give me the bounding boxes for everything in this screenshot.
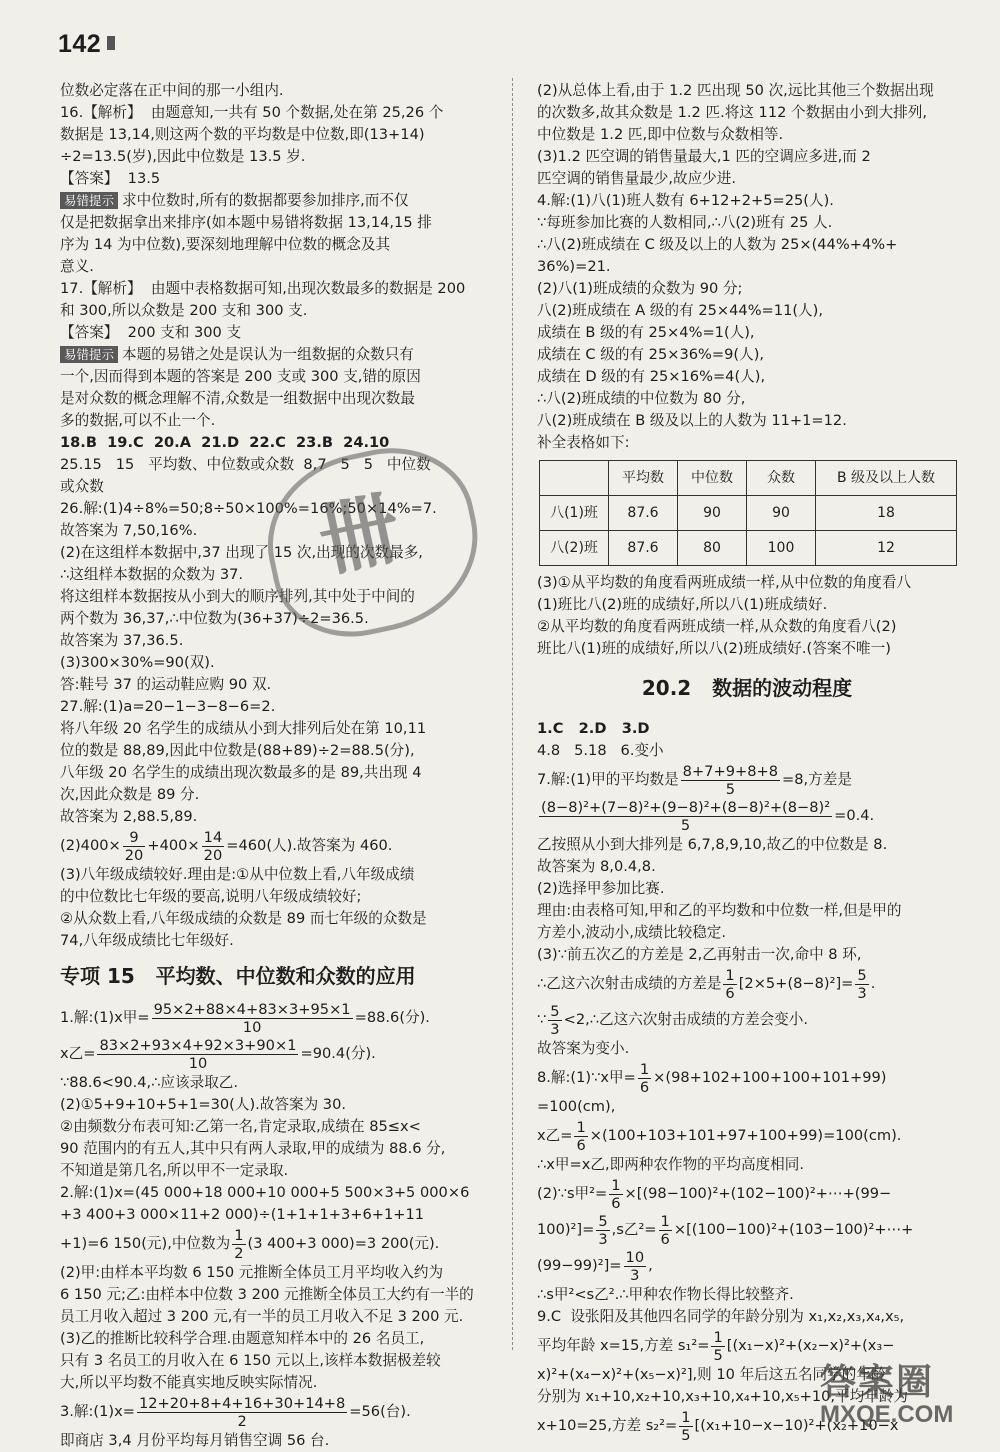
table-cell: 18 bbox=[816, 496, 957, 531]
text-line: 班比八(1)班的成绩好,所以八(2)班成绩好.(答案不唯一) bbox=[537, 640, 891, 657]
table-cell: 100 bbox=[747, 531, 816, 566]
formula-line: x乙= $\frac{1}{6}$ ×(100+103+101+97+100+99)=100(cm). bbox=[537, 1118, 902, 1154]
table-header-cell: 众数 bbox=[747, 461, 816, 496]
text-line: (3)①从平均数的角度看两班成绩一样,从中位数的角度看八 bbox=[537, 574, 912, 591]
fraction: $\frac{1}{6}$ bbox=[611, 1176, 621, 1212]
text-line: (3)300×30%=90(双). bbox=[60, 654, 215, 671]
text-line: ∴八(2)班成绩的中位数为 80 分, bbox=[537, 390, 746, 407]
formula-line: 7.解:(1)甲的平均数是 $\frac{8+7+9+8+8}{5}$ =8,方差是 bbox=[537, 762, 852, 798]
text-line: 仅是把数据拿出来排序(如本题中易错将数据 13,14,15 排 bbox=[60, 214, 432, 231]
text-line: ∴s甲²<s乙².∴甲种农作物长得比较整齐. bbox=[537, 1286, 794, 1303]
text-line: (2)选择甲参加比赛. bbox=[537, 880, 665, 897]
text-line: 不知道是第几名,所以甲不一定录取. bbox=[60, 1162, 289, 1179]
text-line: 意义. bbox=[60, 258, 94, 275]
fraction: $\frac{12+20+8+4+16+30+14+8}{2}$ bbox=[138, 1394, 346, 1430]
table-header-cell: B 级及以上人数 bbox=[816, 461, 957, 496]
table-cell: 80 bbox=[678, 531, 747, 566]
text-line: (2)甲:由样本平均数 6 150 元推断全体员工月平均收入约为 bbox=[60, 1264, 444, 1281]
fraction: $\frac{8+7+9+8+8}{5}$ bbox=[682, 762, 779, 798]
formula-line: x乙= $\frac{83\times 2+93\times 4+92\times 3+90\times 1}{10}$ =90.4(分). bbox=[60, 1036, 376, 1072]
error-tip-tag: 易错提示 bbox=[60, 192, 118, 209]
page-number-mark bbox=[107, 36, 115, 50]
text-line: (3)∵前五次乙的方差是 2,乙再射击一次,命中 8 环, bbox=[537, 946, 862, 963]
table-cell: 90 bbox=[747, 496, 816, 531]
column-divider bbox=[512, 78, 513, 1350]
formula-line: 3.解:(1)x= $\frac{12+20+8+4+16+30+14+8}{2}$ =56(台). bbox=[60, 1394, 411, 1430]
right-column bbox=[537, 80, 957, 1444]
text-line: 易错提示 本题的易错之处是误认为一组数据的众数只有 bbox=[60, 344, 492, 366]
table-cell: 八(2)班 bbox=[540, 531, 609, 566]
text-line: 位数必定落在正中间的那一小组内. bbox=[60, 82, 284, 99]
text-line: ∴八(2)班成绩在 C 级及以上的人数为 25×(44%+4%+ bbox=[537, 236, 898, 253]
page-number: 142 bbox=[58, 30, 102, 58]
text-line: ②由频数分布表可知:乙第一名,肯定录取,成绩在 85≤x< bbox=[60, 1118, 421, 1135]
text-line: 故答案为 8,0.4,8. bbox=[537, 858, 656, 875]
text-line: 成绩在 C 级的有 25×36%=9(人), bbox=[537, 346, 765, 363]
text-line: 和 300,所以众数是 200 支和 300 支. bbox=[60, 302, 308, 319]
text-line: 次,因此众数是 89 分. bbox=[60, 786, 200, 803]
text-line: 成绩在 B 级的有 25×4%=1(人), bbox=[537, 324, 755, 341]
text-line: 易错提示 求中位数时,所有的数据都要参加排序,而不仅 bbox=[60, 190, 492, 212]
text-line: 成绩在 D 级的有 25×16%=4(人), bbox=[537, 368, 766, 385]
text-line: x)²+(x₄−x)²+(x₅−x)²],则 10 年后这五名同学的年龄 bbox=[537, 1366, 886, 1383]
text-line: ∵88.6<90.4,∴应该录取乙. bbox=[60, 1074, 239, 1091]
error-tip-tag: 易错提示 bbox=[60, 346, 118, 363]
text-line: 乙按照从小到大排列是 6,7,8,9,10,故乙的中位数是 8. bbox=[537, 836, 888, 853]
left-column bbox=[60, 80, 492, 1452]
answer-line: 1.C 2.D 3.D bbox=[537, 720, 650, 737]
fraction: $\frac{5}{3}$ bbox=[857, 966, 867, 1002]
text-line: 故答案为 37,36.5. bbox=[60, 632, 184, 649]
watermark-logo-text: 答案圈 bbox=[820, 1362, 935, 1403]
text-line: 方差小,波动小,成绩比较稳定. bbox=[537, 924, 727, 941]
text-line: =100(cm), bbox=[537, 1098, 616, 1115]
text-line: 只有 3 名员工的月收入在 6 150 元以上,该样本数据极差较 bbox=[60, 1352, 441, 1369]
fraction: $\frac{1}{5}$ bbox=[681, 1408, 691, 1444]
text-line: 两个数为 36,37,∴中位数为(36+37)÷2=36.5. bbox=[60, 610, 369, 627]
text-line: 一个,因而得到本题的答案是 200 支或 300 支,错的原因 bbox=[60, 368, 421, 385]
text-line: 4.解:(1)八(1)班人数有 6+12+2+5=25(人). bbox=[537, 192, 834, 209]
fraction: $\frac{1}{6}$ bbox=[660, 1212, 670, 1248]
table-cell: 90 bbox=[678, 496, 747, 531]
formula-line: ∴乙这六次射击成绩的方差是 $\frac{1}{6}$ [2×5+(8−8)²]= $\frac{5}{3}$ . bbox=[537, 966, 876, 1002]
formula-line: 8.解:(1)∵x甲= $\frac{1}{6}$ ×(98+102+100+100+101+99) bbox=[537, 1060, 887, 1096]
table-cell: 87.6 bbox=[609, 496, 678, 531]
watermark-domain: MXQE.COM bbox=[820, 1401, 954, 1428]
text-line: 即商店 3,4 月份平均每月销售空调 56 台. bbox=[60, 1432, 330, 1449]
table-row bbox=[540, 496, 957, 531]
text-line: 分别为 x₁+10,x₂+10,x₃+10,x₄+10,x₅+10,平均年龄为 bbox=[537, 1388, 909, 1405]
fraction: $\frac{14}{20}$ bbox=[203, 828, 223, 864]
text-line: 6 150 元;乙:由样本中位数 3 200 元推断全体员工大约有一半的 bbox=[60, 1286, 474, 1303]
text-line: 八年级 20 名学生的成绩出现次数最多的是 89,共出现 4 bbox=[60, 764, 422, 781]
text-line: ②从平均数的角度看两班成绩一样,从众数的角度看八(2) bbox=[537, 618, 897, 635]
ink-stamp-mark: 卌 bbox=[310, 480, 409, 589]
site-watermark bbox=[820, 1363, 980, 1427]
fraction: $\frac{1}{6}$ bbox=[725, 966, 735, 1002]
text-line: 八(2)班成绩在 B 级及以上的人数为 11+1=12. bbox=[537, 412, 847, 429]
text-line: 补全表格如下: bbox=[537, 434, 630, 451]
table-header-cell: 平均数 bbox=[609, 461, 678, 496]
text-line: (2)八(1)班成绩的众数为 90 分; bbox=[537, 280, 743, 297]
section-heading: 专项 15 平均数、中位数和众数的应用 bbox=[60, 964, 416, 988]
text-line: (2)在这组样本数据中,37 出现了 15 次,出现的次数最多, bbox=[60, 544, 423, 561]
fraction: $\frac{83\times 2+93\times 4+92\times 3+90\times 1}{10}$ bbox=[99, 1036, 297, 1072]
text-line: 将八年级 20 名学生的成绩从小到大排列后处在第 10,11 bbox=[60, 720, 427, 737]
text-line: ∴x甲=x乙,即两种农作物的平均高度相同. bbox=[537, 1156, 804, 1173]
text-line: 36%)=21. bbox=[537, 258, 611, 275]
text-line: (2)从总体上看,由于 1.2 匹出现 50 次,远比其他三个数据出现 bbox=[537, 82, 934, 99]
text-line: 26.解:(1)4÷8%=50;8÷50×100%=16%;50×14%=7. bbox=[60, 500, 437, 517]
text-line: 故答案为 2,88.5,89. bbox=[60, 808, 198, 825]
text-line: ÷2=13.5(岁),因此中位数是 13.5 岁. bbox=[60, 148, 306, 165]
text-line: ②从众数上看,八年级成绩的众数是 89 而七年级的众数是 bbox=[60, 910, 427, 927]
text-line: 90 范围内的有五人,其中只有两人录取,甲的成绩为 88.6 分, bbox=[60, 1140, 446, 1157]
text-line: ∵每班参加比赛的人数相同,∴八(2)班有 25 人. bbox=[537, 214, 833, 231]
formula-line: 1.解:(1)x甲= $\frac{95\times 2+88\times 4+83\times 3+95\times 1}{10}$ =88.6(分). bbox=[60, 1000, 430, 1036]
text-line: 答:鞋号 37 的运动鞋应购 90 双. bbox=[60, 676, 272, 693]
text-line: 的次数多,故其众数是 1.2 匹.将这 112 个数据由小到大排列, bbox=[537, 104, 928, 121]
text-line: 数据是 13,14,则这两个数的平均数是中位数,即(13+14) bbox=[60, 126, 425, 143]
text-line: (3)乙的推断比较科学合理.由题意知样本中的 26 名员工, bbox=[60, 1330, 425, 1347]
text-line: 4.8 5.18 6.变小 bbox=[537, 742, 664, 759]
text-line: +3 400+3 000×11+2 000)÷(1+1+1+3+6+1+11 bbox=[60, 1206, 425, 1223]
text-line: 是对众数的概念理解不清,众数是一组数据中出现次数最 bbox=[60, 390, 415, 407]
text-line: (1)班比八(2)班的成绩好,所以八(1)班成绩好. bbox=[537, 596, 828, 613]
formula-line: x+10=25,方差 s₂²= $\frac{1}{5}$ [(x₁+10−x−10)²+(x₂+10−x bbox=[537, 1408, 899, 1444]
section-heading: 20.2 数据的波动程度 bbox=[641, 676, 853, 700]
fraction: $\frac{5}{3}$ bbox=[550, 1002, 560, 1038]
answer-line: 18.B 19.C 20.A 21.D 22.C 23.B 24.10 bbox=[60, 434, 390, 451]
formula-line: +1)=6 150(元),中位数为 $\frac{1}{2}$ (3 400+3 000)=3 200(元). bbox=[60, 1226, 440, 1262]
text-line: 【答案】 200 支和 300 支 bbox=[60, 324, 242, 341]
formula-line: $\frac{\text{(8−8)²+(7−8)²+(9−8)²+(8−8)²+(8−8)²}}{5}$ =0.4. bbox=[541, 798, 875, 834]
text-line: 理由:由表格可知,甲和乙的平均数和中位数一样,但是甲的 bbox=[537, 902, 902, 919]
text-line: 9.C 设张阳及其他四名同学的年龄分别为 x₁,x₂,x₃,x₄,x₅, bbox=[537, 1308, 905, 1325]
text-line: 的中位数比七年级的要高,说明八年级成绩较好; bbox=[60, 888, 362, 905]
text-line: 八(2)班成绩在 A 级的有 25×44%=11(人), bbox=[537, 302, 823, 319]
text-line: 中位数是 1.2 匹,即中位数与众数相等. bbox=[537, 126, 784, 143]
table-cell: 八(1)班 bbox=[540, 496, 609, 531]
text-line: 27.解:(1)a=20−1−3−8−6=2. bbox=[60, 698, 276, 715]
text-line: 25.15 15 平均数、中位数或众数 8,7 5 5 中位数 bbox=[60, 456, 431, 473]
text-line: 序为 14 为中位数),要深刻地理解中位数的概念及其 bbox=[60, 236, 391, 253]
formula-line: ∵ $\frac{5}{3}$ <2,∴乙这六次射击成绩的方差会变小. bbox=[537, 1002, 808, 1038]
fraction: $\frac{1}{6}$ bbox=[576, 1118, 586, 1154]
fraction: $\frac{10}{3}$ bbox=[625, 1248, 645, 1284]
table-header-cell bbox=[540, 461, 609, 496]
text-line: 【答案】 13.5 bbox=[60, 170, 161, 187]
text-line: 16.【解析】 由题意知,一共有 50 个数据,处在第 25,26 个 bbox=[60, 104, 444, 121]
text-line: (2)①5+9+10+5+1=30(人).故答案为 30. bbox=[60, 1096, 347, 1113]
text-line: 将这组样本数据按从小到大的顺序排列,其中处于中间的 bbox=[60, 588, 415, 605]
text-line: 故答案为 7,50,16%. bbox=[60, 522, 198, 539]
table-cell: 87.6 bbox=[609, 531, 678, 566]
fraction: $\frac{1}{5}$ bbox=[713, 1328, 723, 1364]
formula-line: (2)∵s甲²= $\frac{1}{6}$ ×[(98−100)²+(102−100)²+⋯+(99− bbox=[537, 1176, 892, 1212]
fraction: $\frac{95\times 2+88\times 4+83\times 3+95\times 1}{10}$ bbox=[153, 1000, 351, 1036]
formula-line: 平均年龄 x=15,方差 s₁²= $\frac{1}{5}$ [(x₁−x)²+(x₂−x)²+(x₃− bbox=[537, 1328, 895, 1364]
text-line: 位的数是 88,89,因此中位数是(88+89)÷2=88.5(分), bbox=[60, 742, 415, 759]
text-line: 大,所以平均数不能真实地反映实际情况. bbox=[60, 1374, 318, 1391]
text-line: 多的数据,可以不止一个. bbox=[60, 412, 216, 429]
text-line: 或众数 bbox=[60, 478, 104, 495]
table-row bbox=[540, 531, 957, 566]
text-line: ∴这组样本数据的众数为 37. bbox=[60, 566, 244, 583]
text-line: 17.【解析】 由题中表格数据可知,出现次数最多的数据是 200 bbox=[60, 280, 466, 297]
scores-table bbox=[539, 460, 957, 566]
text-line: 74,八年级成绩比七年级好. bbox=[60, 932, 234, 949]
table-header-row bbox=[540, 461, 957, 496]
text-line: 匹空调的销售量最少,故应少进. bbox=[537, 170, 736, 187]
text-line: 2.解:(1)x=(45 000+18 000+10 000+5 500×3+5 000×6 bbox=[60, 1184, 470, 1201]
fraction: $\frac{5}{3}$ bbox=[598, 1212, 608, 1248]
text-line: (3)八年级成绩较好.理由是:①从中位数上看,八年级成绩 bbox=[60, 866, 415, 883]
formula-line: (2)400× $\frac{9}{20}$ +400× $\frac{14}{20}$ =460(人).故答案为 460. bbox=[60, 828, 393, 864]
table-header-cell: 中位数 bbox=[678, 461, 747, 496]
text-line: 员工月收入超过 3 200 元,有一半的员工月收入不足 3 200 元. bbox=[60, 1308, 464, 1325]
fraction: $\frac{1}{6}$ bbox=[639, 1060, 650, 1096]
fraction: $\frac{1}{2}$ bbox=[234, 1226, 244, 1262]
fraction: $\frac{\text{(8−8)²+(7−8)²+(9−8)²+(8−8)²+(8−8)²}}{5}$ bbox=[541, 798, 831, 834]
text-line: (3)1.2 匹空调的销售量最大,1 匹的空调应多进,而 2 bbox=[537, 148, 871, 165]
formula-line: 100)²]= $\frac{5}{3}$ ,s乙²= $\frac{1}{6}$ ×[(100−100)²+(103−100)²+⋯+ bbox=[537, 1212, 914, 1248]
fraction: $\frac{9}{20}$ bbox=[124, 828, 144, 864]
formula-line: (99−99)²]= $\frac{10}{3}$ , bbox=[537, 1248, 653, 1284]
table-cell: 12 bbox=[816, 531, 957, 566]
text-line: 故答案为变小. bbox=[537, 1040, 630, 1057]
